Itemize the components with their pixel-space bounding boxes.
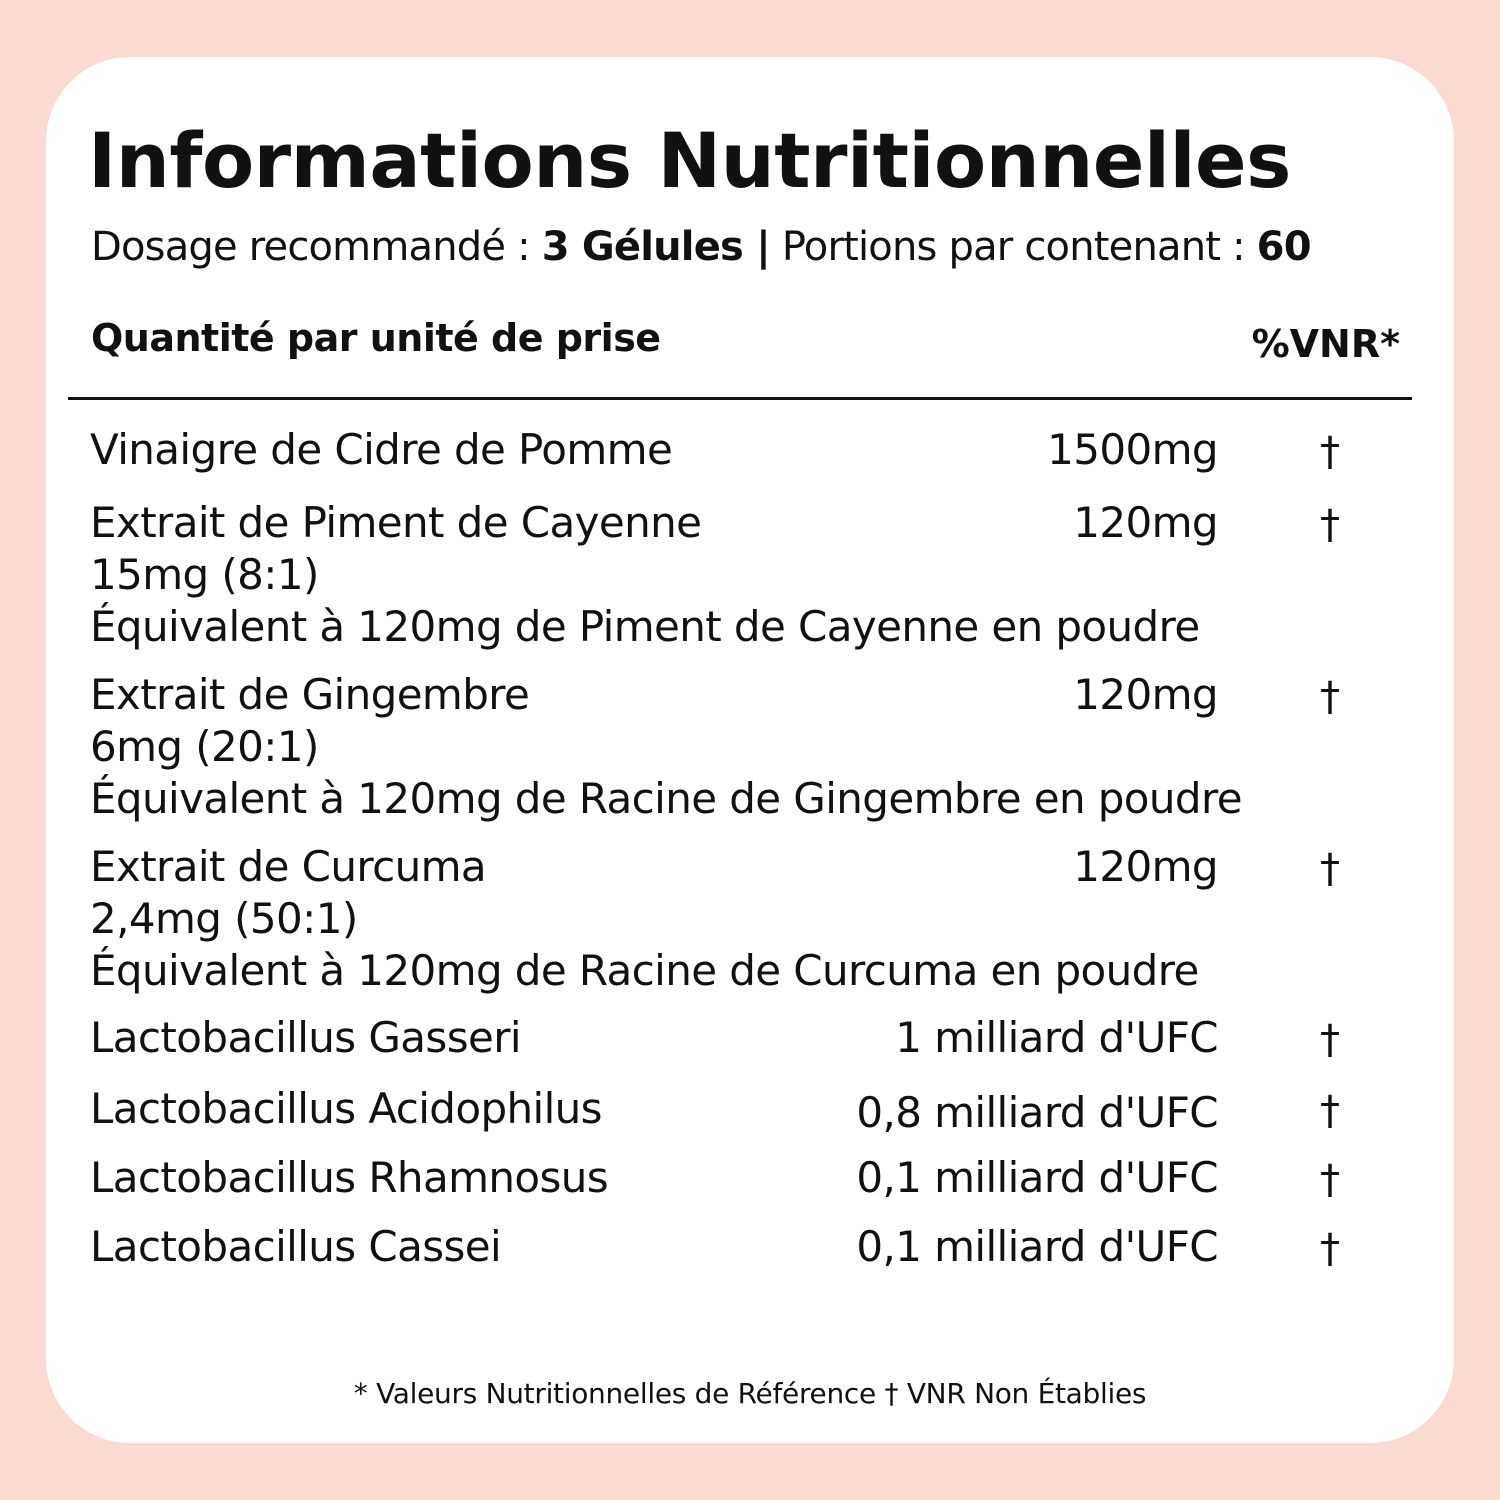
ingredient-amount: 0,1 milliard d'UFC bbox=[856, 1222, 1218, 1271]
table-row bbox=[90, 424, 1500, 476]
table-row bbox=[90, 1152, 1500, 1204]
vnr-header: %VNR* bbox=[1251, 322, 1400, 366]
vnr-value: † bbox=[1320, 502, 1340, 548]
ingredient-amount: 1 milliard d'UFC bbox=[895, 1013, 1218, 1062]
vnr-value: † bbox=[1320, 674, 1340, 720]
vnr-value: † bbox=[1320, 846, 1340, 892]
dosage-value: 3 Gélules | bbox=[541, 224, 770, 270]
table-row bbox=[90, 1221, 1500, 1273]
page-title: Informations Nutritionnelles bbox=[88, 116, 1291, 205]
ingredient-name: Extrait de Piment de Cayenne bbox=[90, 498, 702, 547]
vnr-value: † bbox=[1320, 1157, 1340, 1203]
vnr-value: † bbox=[1320, 1226, 1340, 1272]
ingredient-name: Extrait de Gingembre bbox=[90, 670, 530, 719]
ingredient-name: Vinaigre de Cidre de Pomme bbox=[90, 425, 673, 474]
portions-value: 60 bbox=[1256, 224, 1311, 270]
ingredient-detail: 6mg (20:1) bbox=[90, 722, 319, 771]
ingredient-amount: 120mg bbox=[1073, 498, 1218, 547]
ingredient-amount: 120mg bbox=[1073, 842, 1218, 891]
header-divider bbox=[68, 397, 1412, 400]
vnr-value: † bbox=[1320, 1017, 1340, 1063]
ingredient-name: Extrait de Curcuma bbox=[90, 842, 487, 891]
ingredient-name: Lactobacillus Cassei bbox=[90, 1222, 502, 1271]
footnote: * Valeurs Nutritionnelles de Référence † VNR Non Établies bbox=[353, 1377, 1147, 1410]
ingredient-detail: 2,4mg (50:1) bbox=[90, 894, 358, 943]
ingredient-amount: 0,8 milliard d'UFC bbox=[856, 1088, 1218, 1137]
dosage-line bbox=[91, 222, 1311, 272]
table-row bbox=[90, 1083, 1500, 1135]
ingredient-detail: Équivalent à 120mg de Piment de Cayenne en poudre bbox=[90, 602, 1200, 651]
table-row bbox=[90, 669, 1500, 825]
ingredient-amount: 1500mg bbox=[1047, 425, 1218, 474]
vnr-value: † bbox=[1320, 429, 1340, 475]
ingredient-amount: 120mg bbox=[1073, 670, 1218, 719]
portions-label: Portions par contenant : bbox=[769, 224, 1257, 270]
ingredient-amount: 0,1 milliard d'UFC bbox=[856, 1153, 1218, 1202]
table-row bbox=[90, 841, 1500, 997]
vnr-value: † bbox=[1320, 1088, 1340, 1134]
ingredient-name: Lactobacillus Acidophilus bbox=[90, 1084, 602, 1133]
ingredient-detail: Équivalent à 120mg de Racine de Gingembre en poudre bbox=[90, 774, 1242, 823]
ingredient-detail: 15mg (8:1) bbox=[90, 550, 319, 599]
ingredient-name: Lactobacillus Gasseri bbox=[90, 1013, 521, 1062]
table-row bbox=[90, 497, 1500, 653]
ingredient-detail: Équivalent à 120mg de Racine de Curcuma en poudre bbox=[90, 946, 1199, 995]
ingredient-name: Lactobacillus Rhamnosus bbox=[90, 1153, 609, 1202]
quantity-header: Quantité par unité de prise bbox=[91, 316, 661, 360]
table-row bbox=[90, 1012, 1500, 1064]
dosage-label: Dosage recommandé : bbox=[91, 224, 542, 270]
